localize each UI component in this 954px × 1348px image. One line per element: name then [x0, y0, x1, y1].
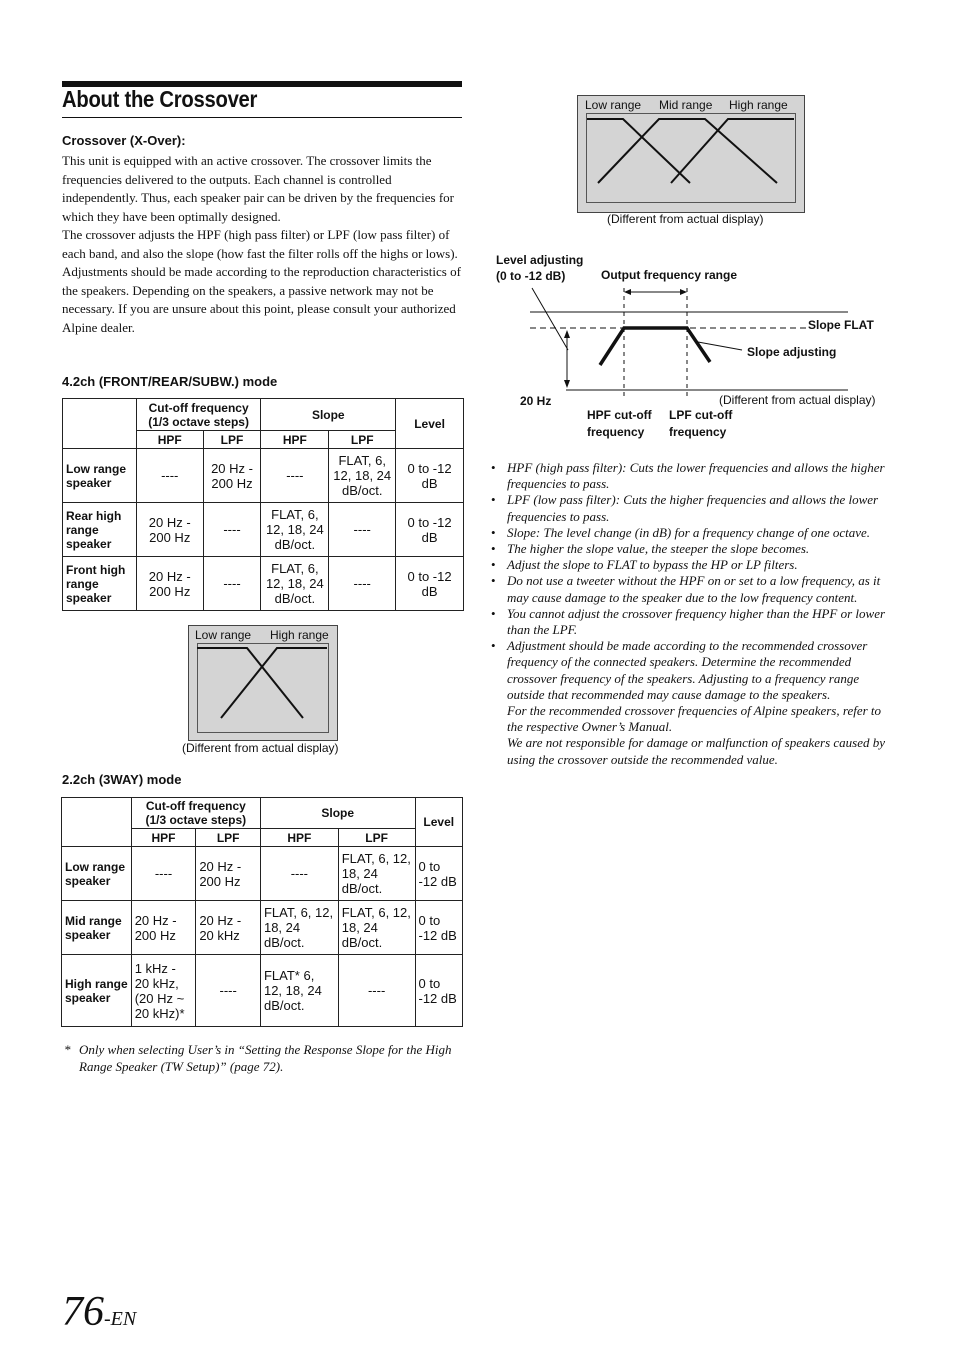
slope-flat-label: Slope FLAT [808, 318, 874, 332]
cutoff-header: Cut-off frequency (1/3 octave steps) [131, 798, 260, 829]
table-row [63, 557, 464, 611]
diagram-label-mid: Mid range [659, 98, 713, 112]
level-cell: 0 to -12 dB [415, 901, 463, 955]
list-item [491, 638, 896, 768]
hpf-cell: 20 Hz - 200 Hz [136, 557, 203, 611]
note-extra-text: For the recommended crossover frequencies of Alpine speakers, refer to the respective Owner’s Manual. [507, 703, 882, 735]
row-label: Low range speaker [62, 847, 132, 901]
list-item [491, 525, 896, 541]
lpf-cell: ---- [203, 557, 261, 611]
note-text: HPF (high pass filter): Cuts the lower frequencies and allows the higher frequencies to pass. [507, 460, 885, 492]
table-row [62, 847, 463, 901]
note-text: Adjust the slope to FLAT to bypass the HP or LP filters. [507, 557, 798, 573]
slope-hpf-cell: FLAT* 6, 12, 18, 24 dB/oct. [260, 955, 338, 1027]
filter-graph [490, 250, 910, 450]
bullet: • [491, 557, 496, 573]
lpf-cell: 20 Hz - 20 kHz [196, 901, 261, 955]
list-item [491, 460, 896, 492]
level-header: Level [396, 399, 464, 449]
bullet: • [491, 541, 496, 557]
slope-pointer-line [698, 342, 742, 350]
intro-paragraph-3: Adjustments should be made according to the reproduction characteristics of the speakers. Depending on the speakers, a passive network may not be necessary. If you are unsure about this point, please consult your authorized Alpine dealer. [62, 264, 461, 335]
slope-header: Slope [260, 798, 415, 829]
slope-hpf-header: HPF [261, 431, 329, 449]
hpf-cell: ---- [136, 449, 203, 503]
slope-adjusting-label: Slope adjusting [747, 345, 837, 359]
level-adjusting-label: Level adjusting [496, 253, 584, 267]
three-band-curves [578, 96, 804, 212]
slope-hpf-cell: ---- [261, 449, 329, 503]
bullet: • [491, 492, 496, 508]
table-row [63, 503, 464, 557]
mode42-table [62, 398, 464, 611]
table-row [62, 955, 463, 1027]
hz20-label: 20 Hz [520, 394, 552, 408]
lpf-header: LPF [203, 431, 261, 449]
filter-response-curve [600, 328, 710, 365]
footnote [62, 1042, 462, 1075]
diagram-label-low: Low range [585, 98, 642, 112]
slope-lpf-header: LPF [329, 431, 396, 449]
level-cell: 0 to -12 dB [415, 955, 463, 1027]
bullet: • [491, 460, 496, 475]
hpf-frequency-label: frequency [587, 425, 645, 439]
slope-header: Slope [261, 399, 396, 431]
mode22-section [62, 772, 181, 787]
slope-lpf-cell: ---- [329, 503, 396, 557]
page-number-suffix: -EN [104, 1308, 137, 1330]
two-band-diagram [188, 625, 338, 741]
bullet: • [491, 605, 496, 621]
slope-lpf-cell: FLAT, 6, 12, 18, 24 dB/oct. [338, 847, 415, 901]
hpf-header: HPF [131, 829, 196, 847]
cutoff-header: Cut-off frequency (1/3 octave steps) [136, 399, 261, 431]
slope-hpf-cell: FLAT, 6, 12, 18, 24 dB/oct. [261, 503, 329, 557]
three-band-caption: (Different from actual display) [607, 212, 764, 226]
mode22-heading: 2.2ch (3WAY) mode [62, 772, 182, 787]
lpf-cell: ---- [203, 503, 261, 557]
intro-body [62, 152, 462, 337]
table-row [62, 901, 463, 955]
slope-hpf-cell: FLAT, 6, 12, 18, 24 dB/oct. [261, 557, 329, 611]
list-item [491, 573, 896, 605]
hpf-cutoff-label: HPF cut-off [587, 408, 652, 422]
lpf-cell: 20 Hz - 200 Hz [196, 847, 261, 901]
hpf-header: HPF [136, 431, 203, 449]
row-label: Front high range speaker [63, 557, 137, 611]
level-cell: 0 to -12 dB [415, 847, 463, 901]
note-text: Slope: The level change (in dB) for a frequency change of one octave. [507, 524, 871, 540]
lpf-header: LPF [196, 829, 261, 847]
notes-list [491, 460, 896, 768]
level-header: Level [415, 798, 463, 847]
page-number [62, 1288, 136, 1336]
page-number-value: 76 [62, 1289, 104, 1335]
table-corner [63, 399, 137, 449]
hpf-cell: 20 Hz - 200 Hz [136, 503, 203, 557]
graph-caption: (Different from actual display) [719, 393, 876, 407]
table-row [63, 449, 464, 503]
intro-heading: Crossover (X-Over): [62, 133, 186, 148]
slope-hpf-cell: ---- [260, 847, 338, 901]
level-pointer-line [532, 288, 568, 350]
row-label: Rear high range speaker [63, 503, 137, 557]
mid-range-curve [598, 119, 777, 183]
level-cell: 0 to -12 dB [396, 449, 464, 503]
intro-section [62, 133, 186, 148]
note-text: LPF (low pass filter): Cuts the higher frequencies and allows the lower frequencies to pass. [507, 492, 879, 524]
diagram-label-low: Low range [195, 628, 252, 642]
row-label: High range speaker [62, 955, 132, 1027]
slope-lpf-cell: FLAT, 6, 12, 18, 24 dB/oct. [338, 901, 415, 955]
table-corner [62, 798, 132, 847]
lpf-frequency-label: frequency [669, 425, 727, 439]
slope-lpf-header: LPF [338, 829, 415, 847]
page-title: About the Crossover [62, 86, 258, 112]
level-range-label: (0 to -12 dB) [496, 269, 566, 283]
lpf-cutoff-label: LPF cut-off [669, 408, 733, 422]
footnote-mark: * [64, 1042, 71, 1057]
mode42-section [62, 374, 277, 389]
list-item [491, 606, 896, 638]
bullet: • [491, 524, 496, 540]
mode42-heading: 4.2ch (FRONT/REAR/SUBW.) mode [62, 374, 278, 389]
level-cell: 0 to -12 dB [396, 503, 464, 557]
level-cell: 0 to -12 dB [396, 557, 464, 611]
intro-paragraph-1: This unit is equipped with an active crossover. The crossover limits the frequencies delivered to the outputs. Each channel is controlled independently. Thus, each speaker pair can be driven by the frequencies for which they have been optimally designed. [62, 153, 455, 224]
slope-lpf-cell: ---- [329, 557, 396, 611]
slope-lpf-cell: FLAT, 6, 12, 18, 24 dB/oct. [329, 449, 396, 503]
intro-paragraph-2: The crossover adjusts the HPF (high pass filter) or LPF (low pass filter) of each band, and also the slope (how fast the filter rolls off the highs or lows). [62, 227, 458, 261]
low-range-curve [587, 119, 690, 183]
mode22-table [61, 797, 463, 1027]
diagram-label-high: High range [729, 98, 788, 112]
row-label: Mid range speaker [62, 901, 132, 955]
diagram-label-high: High range [270, 628, 329, 642]
title-rule [62, 117, 462, 118]
note-text: You cannot adjust the crossover frequency higher than the HPF or lower than the LPF. [507, 605, 886, 638]
slope-hpf-cell: FLAT, 6, 12, 18, 24 dB/oct. [260, 901, 338, 955]
list-item [491, 557, 896, 573]
three-band-diagram [577, 95, 805, 213]
high-range-curve [671, 119, 794, 183]
hpf-cell: ---- [131, 847, 196, 901]
lpf-cell: ---- [196, 955, 261, 1027]
list-item [491, 541, 896, 557]
bullet: • [491, 573, 496, 589]
two-band-curves [189, 626, 337, 740]
footnote-text: Only when selecting User’s in “Setting the Response Slope for the High Range Speaker (TW Setup)” (page 72). [79, 1042, 452, 1074]
hpf-cell: 1 kHz - 20 kHz, (20 Hz ~ 20 kHz)* [131, 955, 196, 1027]
slope-lpf-cell: ---- [338, 955, 415, 1027]
notes-section [491, 460, 896, 768]
two-band-caption: (Different from actual display) [182, 741, 339, 755]
list-item [491, 492, 896, 524]
hpf-cell: 20 Hz - 200 Hz [131, 901, 196, 955]
row-label: Low range speaker [63, 449, 137, 503]
bullet: • [491, 638, 496, 654]
note-extra-text: We are not responsible for damage or malfunction of speakers caused by using the crossover outside the recommended value. [507, 735, 886, 767]
output-range-label: Output frequency range [601, 268, 738, 282]
note-text: Do not use a tweeter without the HPF on or set to a low frequency, as it may cause damage to the speaker due to the low frequency content. [507, 573, 881, 605]
lpf-cell: 20 Hz - 200 Hz [203, 449, 261, 503]
note-text: The higher the slope value, the steeper the slope becomes. [507, 541, 810, 557]
slope-hpf-header: HPF [260, 829, 338, 847]
note-text: Adjustment should be made according to the recommended crossover frequency of the connected speakers. Determine the recommended crossover frequency of the speakers. Adjusting to a frequency range outside that recommended may cause damage to the speakers. [507, 638, 868, 702]
